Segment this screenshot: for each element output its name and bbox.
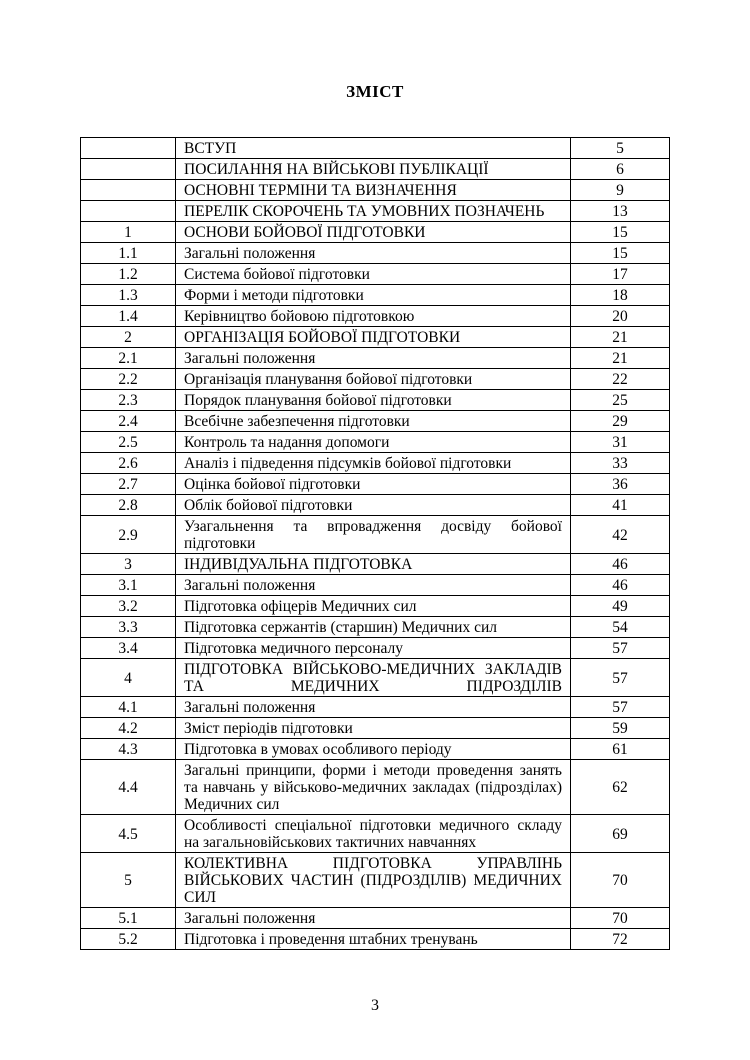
section-number: 5: [81, 853, 176, 908]
table-row: [81, 929, 670, 950]
table-row: [81, 243, 670, 264]
table-row: [81, 222, 670, 243]
section-page: 36: [571, 474, 670, 495]
table-row: [81, 180, 670, 201]
table-row: [81, 617, 670, 638]
section-title: Особливості спеціальної підготовки медичного складу на загальновійськових тактичних навчаннях: [176, 815, 571, 853]
section-number: 1.3: [81, 285, 176, 306]
section-title: ОСНОВНІ ТЕРМІНИ ТА ВИЗНАЧЕННЯ: [176, 180, 571, 201]
table-row: [81, 306, 670, 327]
section-number: [81, 180, 176, 201]
section-number: 1.1: [81, 243, 176, 264]
section-title: Організація планування бойової підготовки: [176, 369, 571, 390]
table-row: [81, 390, 670, 411]
section-title: Система бойової підготовки: [176, 264, 571, 285]
section-title: КОЛЕКТИВНА ПІДГОТОВКА УПРАВЛІНЬ ВІЙСЬКОВИХ ЧАСТИН (ПІДРОЗДІЛІВ) МЕДИЧНИХ СИЛ: [176, 853, 571, 908]
table-row: [81, 264, 670, 285]
table-row: [81, 718, 670, 739]
section-page: 5: [571, 138, 670, 159]
section-number: 2.9: [81, 516, 176, 554]
section-number: 3.1: [81, 575, 176, 596]
table-row: [81, 432, 670, 453]
section-number: 2: [81, 327, 176, 348]
page-title: ЗМІСТ: [346, 82, 404, 101]
table-row: [81, 411, 670, 432]
section-page: 62: [571, 760, 670, 815]
section-number: 2.4: [81, 411, 176, 432]
section-title: ПІДГОТОВКА ВІЙСЬКОВО-МЕДИЧНИХ ЗАКЛАДІВ ТА МЕДИЧНИХ ПІДРОЗДІЛІВ: [176, 659, 571, 697]
section-number: 1.4: [81, 306, 176, 327]
section-title: ІНДИВІДУАЛЬНА ПІДГОТОВКА: [176, 554, 571, 575]
section-number: 3.4: [81, 638, 176, 659]
table-row: [81, 596, 670, 617]
table-row: [81, 348, 670, 369]
section-title: Аналіз і підведення підсумків бойової підготовки: [176, 453, 571, 474]
section-page: 29: [571, 411, 670, 432]
table-row: [81, 638, 670, 659]
section-number: 2.5: [81, 432, 176, 453]
section-page: 61: [571, 739, 670, 760]
section-number: 2.7: [81, 474, 176, 495]
section-number: 2.1: [81, 348, 176, 369]
section-page: 54: [571, 617, 670, 638]
table-row: [81, 853, 670, 908]
table-row: [81, 659, 670, 697]
section-number: 1.2: [81, 264, 176, 285]
section-title: ВСТУП: [176, 138, 571, 159]
table-row: [81, 201, 670, 222]
section-title: Оцінка бойової підготовки: [176, 474, 571, 495]
section-title: Порядок планування бойової підготовки: [176, 390, 571, 411]
section-title: Керівництво бойовою підготовкою: [176, 306, 571, 327]
section-number: 4.4: [81, 760, 176, 815]
section-number: 2.2: [81, 369, 176, 390]
section-title: Загальні положення: [176, 908, 571, 929]
section-number: 4.5: [81, 815, 176, 853]
table-row: [81, 138, 670, 159]
section-page: 59: [571, 718, 670, 739]
section-page: 46: [571, 575, 670, 596]
section-title: ОСНОВИ БОЙОВОЇ ПІДГОТОВКИ: [176, 222, 571, 243]
section-page: 15: [571, 222, 670, 243]
section-page: 31: [571, 432, 670, 453]
section-page: 22: [571, 369, 670, 390]
section-number: 2.8: [81, 495, 176, 516]
section-page: 15: [571, 243, 670, 264]
section-page: 49: [571, 596, 670, 617]
section-number: 1: [81, 222, 176, 243]
section-title: Узагальнення та впровадження досвіду бойової підготовки: [176, 516, 571, 554]
section-number: 4: [81, 659, 176, 697]
section-page: 18: [571, 285, 670, 306]
table-row: [81, 495, 670, 516]
table-row: [81, 327, 670, 348]
toc-body: [81, 138, 670, 950]
section-page: 69: [571, 815, 670, 853]
section-title: ОРГАНІЗАЦІЯ БОЙОВОЇ ПІДГОТОВКИ: [176, 327, 571, 348]
section-title: Контроль та надання допомоги: [176, 432, 571, 453]
section-title: Зміст періодів підготовки: [176, 718, 571, 739]
section-title: Підготовка сержантів (старшин) Медичних сил: [176, 617, 571, 638]
section-page: 42: [571, 516, 670, 554]
section-title: Підготовка в умовах особливого періоду: [176, 739, 571, 760]
section-number: 3.2: [81, 596, 176, 617]
section-page: 70: [571, 853, 670, 908]
section-number: 3: [81, 554, 176, 575]
section-page: 13: [571, 201, 670, 222]
section-page: 41: [571, 495, 670, 516]
table-row: [81, 474, 670, 495]
table-row: [81, 760, 670, 815]
page-number: 3: [371, 997, 379, 1014]
table-row: [81, 908, 670, 929]
section-number: 4.1: [81, 697, 176, 718]
section-page: 20: [571, 306, 670, 327]
table-row: [81, 739, 670, 760]
section-page: 33: [571, 453, 670, 474]
table-row: [81, 159, 670, 180]
section-number: 2.3: [81, 390, 176, 411]
section-title: Облік бойової підготовки: [176, 495, 571, 516]
table-row: [81, 554, 670, 575]
table-row: [81, 575, 670, 596]
section-page: 17: [571, 264, 670, 285]
section-title: Підготовка офіцерів Медичних сил: [176, 596, 571, 617]
section-page: 6: [571, 159, 670, 180]
section-title: ПЕРЕЛІК СКОРОЧЕНЬ ТА УМОВНИХ ПОЗНАЧЕНЬ: [176, 201, 571, 222]
table-row: [81, 453, 670, 474]
section-page: 57: [571, 697, 670, 718]
table-row: [81, 697, 670, 718]
section-number: 4.3: [81, 739, 176, 760]
section-page: 9: [571, 180, 670, 201]
section-title: Всебічне забезпечення підготовки: [176, 411, 571, 432]
section-page: 21: [571, 327, 670, 348]
section-page: 57: [571, 659, 670, 697]
section-title: Загальні положення: [176, 697, 571, 718]
section-number: [81, 159, 176, 180]
section-title: Форми і методи підготовки: [176, 285, 571, 306]
section-title: Загальні положення: [176, 575, 571, 596]
section-page: 72: [571, 929, 670, 950]
section-title: Загальні положення: [176, 348, 571, 369]
section-number: [81, 201, 176, 222]
table-row: [81, 285, 670, 306]
section-page: 57: [571, 638, 670, 659]
section-number: 2.6: [81, 453, 176, 474]
section-number: 5.2: [81, 929, 176, 950]
table-of-contents: [80, 137, 670, 950]
section-page: 46: [571, 554, 670, 575]
section-number: 5.1: [81, 908, 176, 929]
section-page: 70: [571, 908, 670, 929]
section-page: 25: [571, 390, 670, 411]
section-title: Підготовка медичного персоналу: [176, 638, 571, 659]
section-title: Підготовка і проведення штабних тренувань: [176, 929, 571, 950]
table-row: [81, 815, 670, 853]
section-title: ПОСИЛАННЯ НА ВІЙСЬКОВІ ПУБЛІКАЦІЇ: [176, 159, 571, 180]
table-row: [81, 369, 670, 390]
section-number: [81, 138, 176, 159]
section-title: Загальні положення: [176, 243, 571, 264]
section-number: 4.2: [81, 718, 176, 739]
table-row: [81, 516, 670, 554]
section-number: 3.3: [81, 617, 176, 638]
section-page: 21: [571, 348, 670, 369]
section-title: Загальні принципи, форми і методи проведення занять та навчань у військово-медичних закладах (підрозділах) Медичних сил: [176, 760, 571, 815]
